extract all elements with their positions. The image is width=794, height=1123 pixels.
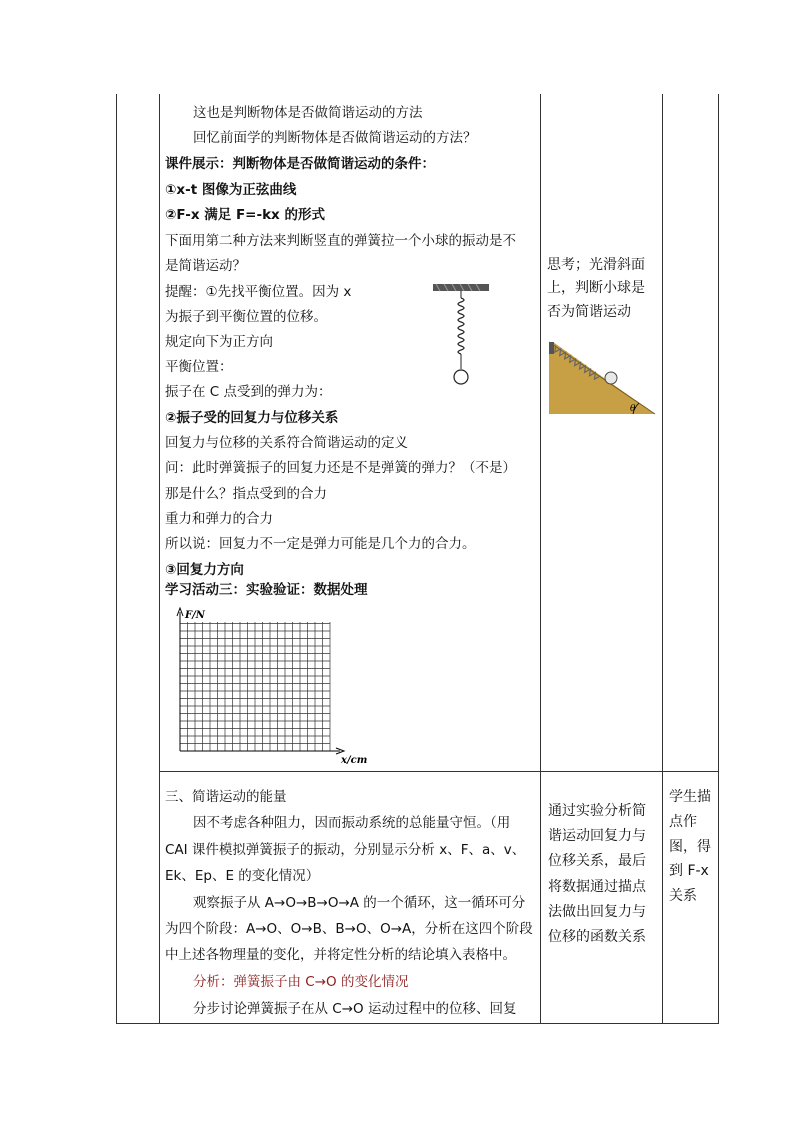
table-divider-2 [540,94,541,1024]
text-line: ①x-t 图像为正弦曲线 [165,182,297,198]
text-line: 规定向下为正方向 [165,334,273,350]
text-line: 振子在 C 点受到的弹力为： [165,384,332,400]
note-line: 法做出回复力与 [548,904,646,920]
text-line: 为振子到平衡位置的位移。 [165,309,327,325]
activity-line: 图，得 [669,839,711,855]
text-line: 那是什么？指点受到的合力 [165,486,327,502]
text-line: 为四个阶段：A→O、O→B、B→O、O→A，分析在这四个阶段 [165,921,533,937]
y-axis-label: F/N [185,610,205,621]
note-line: 通过实验分析简 [548,803,646,819]
note-line: 将数据通过描点 [548,879,646,895]
table-border-left [116,94,117,1024]
text-line: ③回复力方向 [165,562,244,578]
text-line: 下面用第二种方法来判断竖直的弹簧拉一个小球的振动是不 [165,233,516,249]
row-divider [159,771,719,772]
text-line: 回复力与位移的关系符合简谐运动的定义 [165,435,408,451]
activity-line: 点作 [669,814,697,830]
text-line: 观察振子从 A→O→B→O→A 的一个循环，这一循环可分 [193,895,526,911]
text-line: ②振子受的回复力与位移关系 [165,410,339,426]
activity-line: 到 F-x [669,863,709,879]
text-line: Ek、Ep、E 的变化情况） [165,868,320,884]
text-line: 学习活动三：实验验证：数据处理 [165,582,368,598]
incline-figure [547,340,657,416]
text-line: 重力和弹力的合力 [165,511,273,527]
text-line: 提醒：①先找平衡位置。因为 x [165,284,352,300]
hanging-spring-figure [428,284,494,386]
angle-label: θ [630,404,636,414]
note-line: 上，判断小球是 [547,280,645,296]
text-line: ②F-x 满足 F=-kx 的形式 [165,207,325,223]
activity-line: 关系 [669,888,697,904]
text-line: 课件展示：判断物体是否做简谐运动的条件： [165,156,435,172]
table-border-right [718,94,719,1024]
note-line: 位移的函数关系 [548,929,646,945]
table-divider-1 [159,94,160,1024]
note-line: 否为简谐运动 [547,304,631,320]
table-bottom [116,1023,719,1024]
plot-grid [160,604,370,768]
text-line: CAI 课件模拟弹簧振子的振动，分别显示分析 x、F、a、v、 [165,842,526,858]
note-line: 位移关系，最后 [548,853,646,869]
x-axis-label: x/cm [341,755,368,766]
table-divider-3 [662,94,663,1024]
text-line: 中上述各物理量的变化，并将定性分析的结论填入表格中。 [165,947,516,963]
text-line: 平衡位置： [165,359,233,375]
text-line: 因不考虑各种阻力，因而振动系统的总能量守恒。（用 [193,815,511,831]
text-line: 所以说：回复力不一定是弹力可能是几个力的合力。 [165,536,476,552]
note-line: 思考；光滑斜面 [547,257,645,273]
text-line: 是简谐运动？ [165,258,246,274]
text-line: 这也是判断物体是否做简谐运动的方法 [193,105,423,121]
activity-line: 学生描 [669,789,711,805]
note-line: 谐运动回复力与 [548,828,646,844]
text-line: 回忆前面学的判断物体是否做简谐运动的方法？ [193,130,477,146]
text-line: 问：此时弹簧振子的回复力还是不是弹簧的弹力？（不是） [165,460,516,476]
text-line: 分析：弹簧振子由 C→O 的变化情况 [193,974,409,990]
text-line: 分步讨论弹簧振子在从 C→O 运动过程中的位移、回复 [193,1001,517,1017]
text-line: 三、简谐运动的能量 [165,789,287,805]
